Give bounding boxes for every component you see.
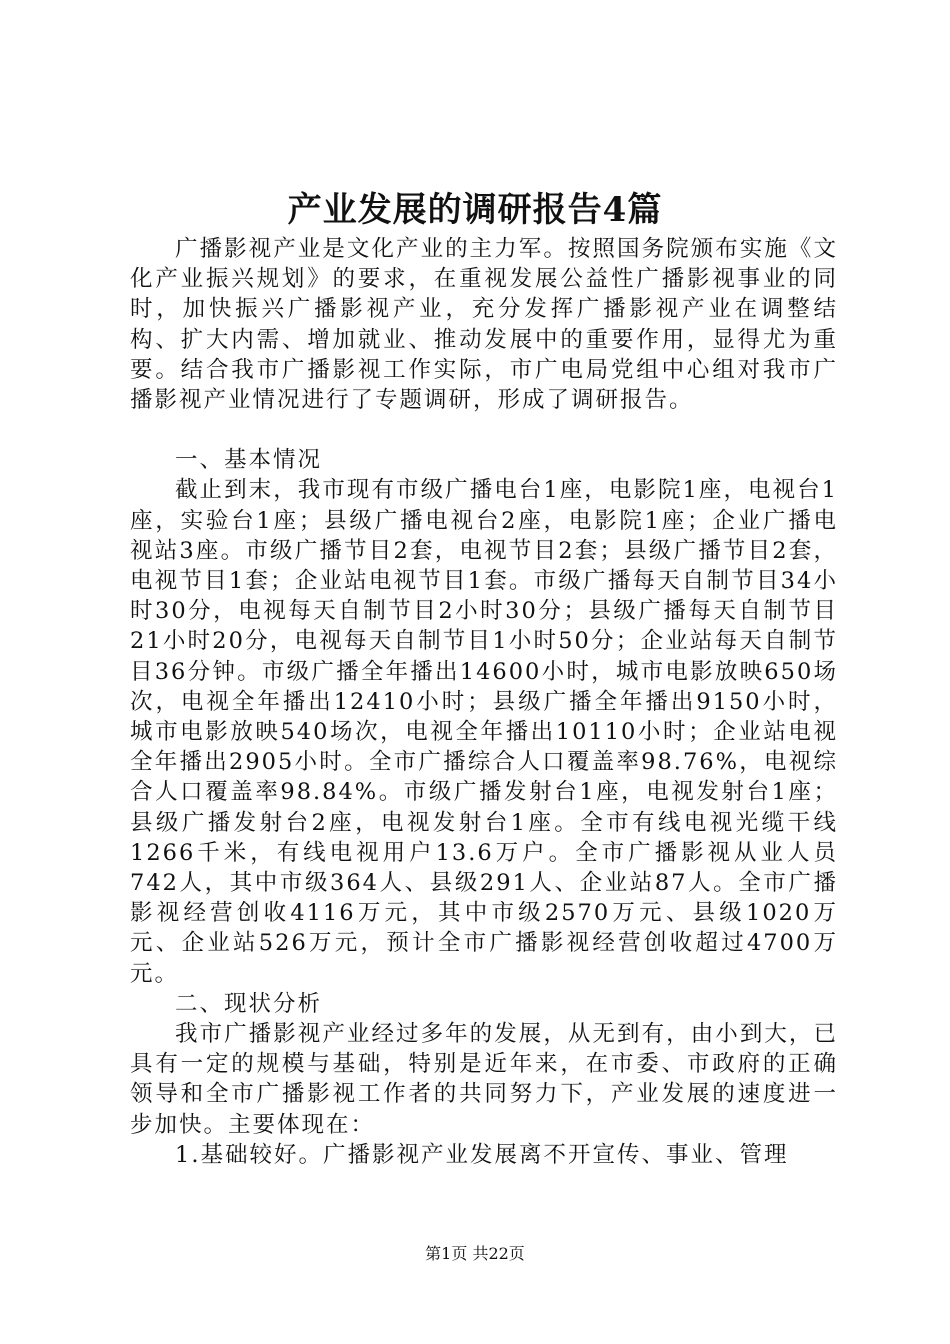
- basic-situation-paragraph: 截止到末，我市现有市级广播电台1座，电影院1座，电视台1座，实验台1座；县级广播电视台2座，电影院1座；企业广播电视站3座。市级广播节目2套，电视节目2套；县级广播节目2套，电视节目1套；企业站电视节目1套。市级广播每天自制节目34小时30分，电视每天自制节目2小时30分；县级广播每天自制节目21小时20分，电视每天自制节目1小时50分；企业站每天自制节目36分钟。市级广播全年播出14600小时，城市电影放映650场次，电视全年播出12410小时；县级广播全年播出9150小时，城市电影放映540场次，电视全年播出10110小时；企业站电视全年播出2905小时。全市广播综合人口覆盖率98.76%，电视综合人口覆盖率98.84%。市级广播发射台1座，电视发射台1座；县级广播发射台2座，电视发射台1座。全市有线电视光缆干线1266千米，有线电视用户13.6万户。全市广播影视从业人员742人，其中市级364人、县级291人、企业站87人。全市广播影视经营创收4116万元，其中市级2570万元、县级1020万元、企业站526万元，预计全市广播影视经营创收超过4700万元。: [130, 477, 838, 987]
- section-heading-basic: 一、基本情况: [175, 447, 323, 474]
- numbered-point-1: 1.基础较好。广播影视产业发展离不开宣传、事业、管理: [175, 1141, 789, 1168]
- intro-paragraph: 广播影视产业是文化产业的主力军。按照国务院颁布实施《文化产业振兴规划》的要求，在重视发展公益性广播影视事业的同时，加快振兴广播影视产业，充分发挥广播影视产业在调整结构、扩大内需、增加就业、推动发展中的重要作用，显得尤为重要。结合我市广播影视工作实际，市广电局党组中心组对我市广播影视产业情况进行了专题调研，形成了调研报告。: [130, 236, 838, 414]
- paragraph-spacer: [130, 415, 838, 445]
- analysis-paragraph: 我市广播影视产业经过多年的发展，从无到有，由小到大，已具有一定的规模与基础，特别是近年来，在市委、市政府的正确领导和全市广播影视工作者的共同努力下，产业发展的速度进一步加快。主要体现在：: [130, 1021, 838, 1138]
- page-footer: 第1页 共22页: [425, 1244, 525, 1263]
- document-body: [130, 234, 838, 1170]
- document-title: 产业发展的调研报告4篇: [287, 190, 663, 230]
- section-heading-analysis: 二、现状分析: [175, 990, 323, 1017]
